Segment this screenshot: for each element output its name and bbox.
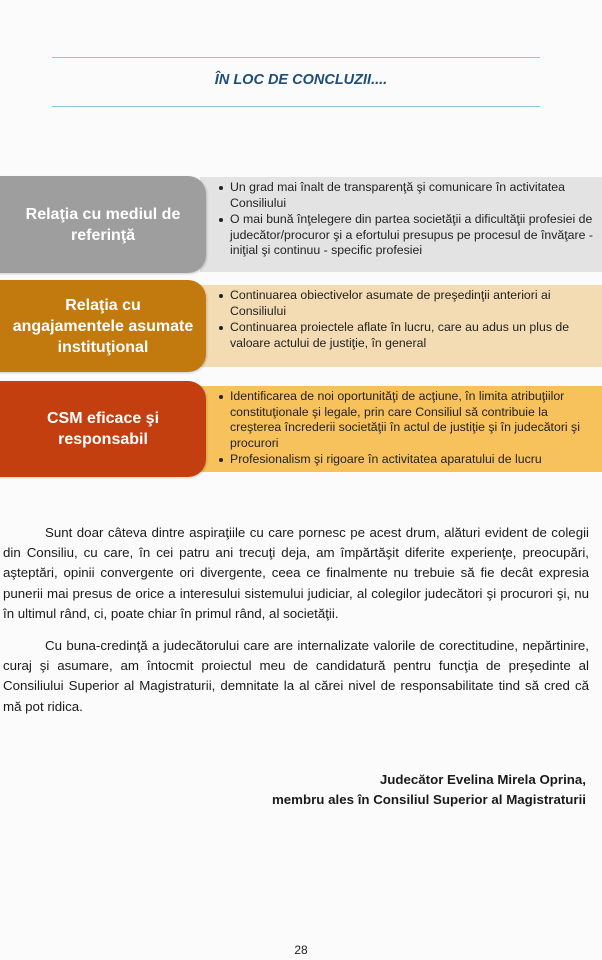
bullet-list-row-1 — [230, 180, 596, 259]
label-row-2 — [0, 280, 206, 372]
bullet-item: Profesionalism şi rigoare în activitatea aparatului de lucru — [230, 452, 596, 468]
bullet-list-row-2 — [230, 288, 596, 351]
bullet-item: O mai bună înţelegere din partea societăţii a dificultăţii profesiei de judecător/procuror şi a efortului presupus pe procesul de învăţare - iniţial şi continuu - specific profesiei — [230, 212, 596, 259]
bullet-item: Continuarea obiectivelor asumate de preşedinţii anteriori ai Consiliului — [230, 288, 596, 319]
paragraph-1: Sunt doar câteva dintre aspiraţiile cu care pornesc pe acest drum, alături evident de colegii din Consiliu, cu care, în cei patru ani trecuţi deja, am împărtăşit diferite experienţe, preocupări, aşteptări, opinii convergente ori divergente, ceea ce finalmente nu trebuie să fie decât expresia punerii mai presus de orice a interesului sistemului judiciar, al colegilor judecători şi procurori şi, nu în ultimul rând, ci, poate chiar în primul rând, al societăţii. — [3, 525, 589, 621]
label-text: Relaţia cu mediul de referinţă — [25, 205, 181, 244]
title-rule-top — [52, 57, 540, 58]
panel-row-2 — [200, 285, 602, 367]
bullet-item: Identificarea de noi oportunităţi de acţiune, în limita atribuţiilor constituţionale şi legale, prin care Consiliul să contribuie la creşterea încrederii societăţii în actul de justiţie şi în judecători şi procurori — [230, 389, 596, 451]
label-row-3 — [0, 381, 206, 477]
label-row-1 — [0, 176, 206, 273]
signature-name: Judecător Evelina Mirela Oprina, — [379, 772, 586, 787]
page-title: ÎN LOC DE CONCLUZII.... — [214, 72, 388, 88]
bullet-item: Continuarea proiectele aflate în lucru, care au adus un plus de valoare actului de justiţie, în general — [230, 320, 596, 351]
signature-role: membru ales în Consiliul Superior al Magistraturii — [271, 792, 586, 807]
panel-row-1 — [200, 177, 602, 272]
label-text: Relaţia cu angajamentele asumate instituţional — [12, 296, 194, 356]
label-text: CSM eficace şi responsabil — [46, 410, 160, 448]
bullet-item: Un grad mai înalt de transparenţă şi comunicare în activitatea Consiliului — [230, 180, 596, 211]
paragraph-2: Cu buna-credinţă a judecătorului care are internalizate valorile de corectitudine, nepărtinire, curaj şi asumare, am întocmit proiectul meu de candidatură pentru funcţia de preşedinte al Consiliului Superior al Magistraturii, demnitate la al cărei nivel de responsabilitate tind să cred că mă pot ridica. — [3, 638, 589, 714]
panel-row-3 — [200, 386, 602, 472]
title-rule-bottom — [52, 106, 540, 107]
bullet-list-row-3 — [230, 389, 596, 468]
page-number: 28 — [294, 943, 308, 957]
